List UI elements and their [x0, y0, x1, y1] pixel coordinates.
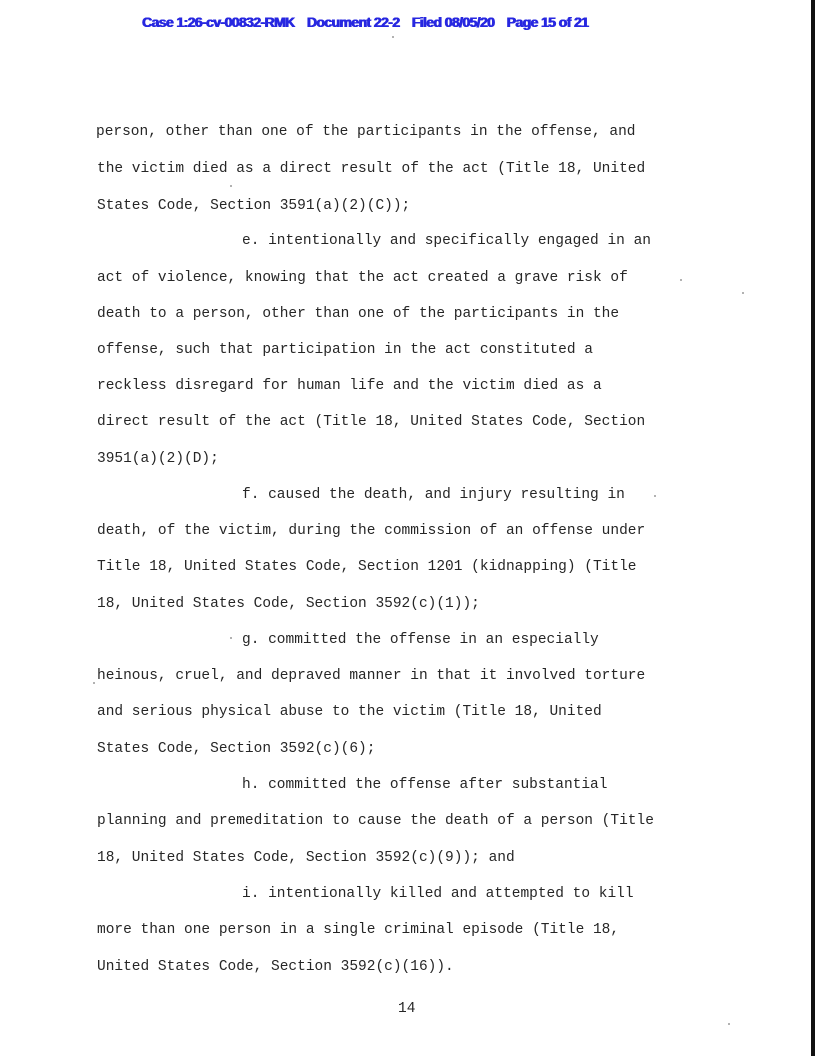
scan-speck — [230, 637, 232, 639]
text-line: death to a person, other than one of the participants in the — [97, 306, 620, 322]
text-line: person, other than one of the participants in the offense, and — [96, 124, 636, 140]
scan-speck — [680, 279, 682, 281]
scan-speck — [728, 1023, 730, 1025]
scan-speck — [392, 36, 394, 38]
list-item-f: f. caused the death, and injury resulting in — [242, 487, 625, 503]
document-number: Document 22-2 — [306, 14, 400, 30]
scan-edge-line — [811, 0, 815, 1056]
text-line: 3951(a)(2)(D); — [97, 451, 219, 467]
text-line: the victim died as a direct result of the act (Title 18, United — [97, 161, 646, 177]
text-line: 18, United States Code, Section 3592(c)(1)); — [97, 596, 480, 612]
case-header-stamp — [142, 14, 682, 30]
text-line: direct result of the act (Title 18, United States Code, Section — [97, 414, 646, 430]
scan-speck — [654, 495, 656, 497]
scan-speck — [93, 682, 95, 684]
text-line: United States Code, Section 3592(c)(16)). — [97, 959, 454, 975]
scan-speck — [742, 292, 744, 294]
text-line: 18, United States Code, Section 3592(c)(9)); and — [97, 850, 515, 866]
list-item-i: i. intentionally killed and attempted to kill — [242, 886, 634, 902]
text-line: more than one person in a single criminal episode (Title 18, — [97, 922, 620, 938]
text-line: States Code, Section 3591(a)(2)(C)); — [97, 198, 411, 214]
text-line: and serious physical abuse to the victim (Title 18, United — [97, 704, 602, 720]
text-line: heinous, cruel, and depraved manner in that it involved torture — [97, 668, 646, 684]
filed-date: Filed 08/05/20 — [411, 14, 495, 30]
list-item-h: h. committed the offense after substantial — [242, 777, 608, 793]
text-line: reckless disregard for human life and the victim died as a — [97, 378, 602, 394]
text-line: planning and premeditation to cause the death of a person (Title — [97, 813, 654, 829]
scan-speck — [230, 185, 232, 187]
case-number: Case 1:26-cv-00832-RMK — [142, 14, 295, 30]
text-line: Title 18, United States Code, Section 1201 (kidnapping) (Title — [97, 559, 637, 575]
page-count: Page 15 of 21 — [506, 14, 589, 30]
page-number: 14 — [398, 1001, 416, 1017]
list-item-e: e. intentionally and specifically engaged in an — [242, 233, 651, 249]
text-line: offense, such that participation in the act constituted a — [97, 342, 593, 358]
text-line: death, of the victim, during the commission of an offense under — [97, 523, 646, 539]
text-line: States Code, Section 3592(c)(6); — [97, 741, 376, 757]
list-item-g: g. committed the offense in an especially — [242, 632, 599, 648]
text-line: act of violence, knowing that the act created a grave risk of — [97, 270, 628, 286]
